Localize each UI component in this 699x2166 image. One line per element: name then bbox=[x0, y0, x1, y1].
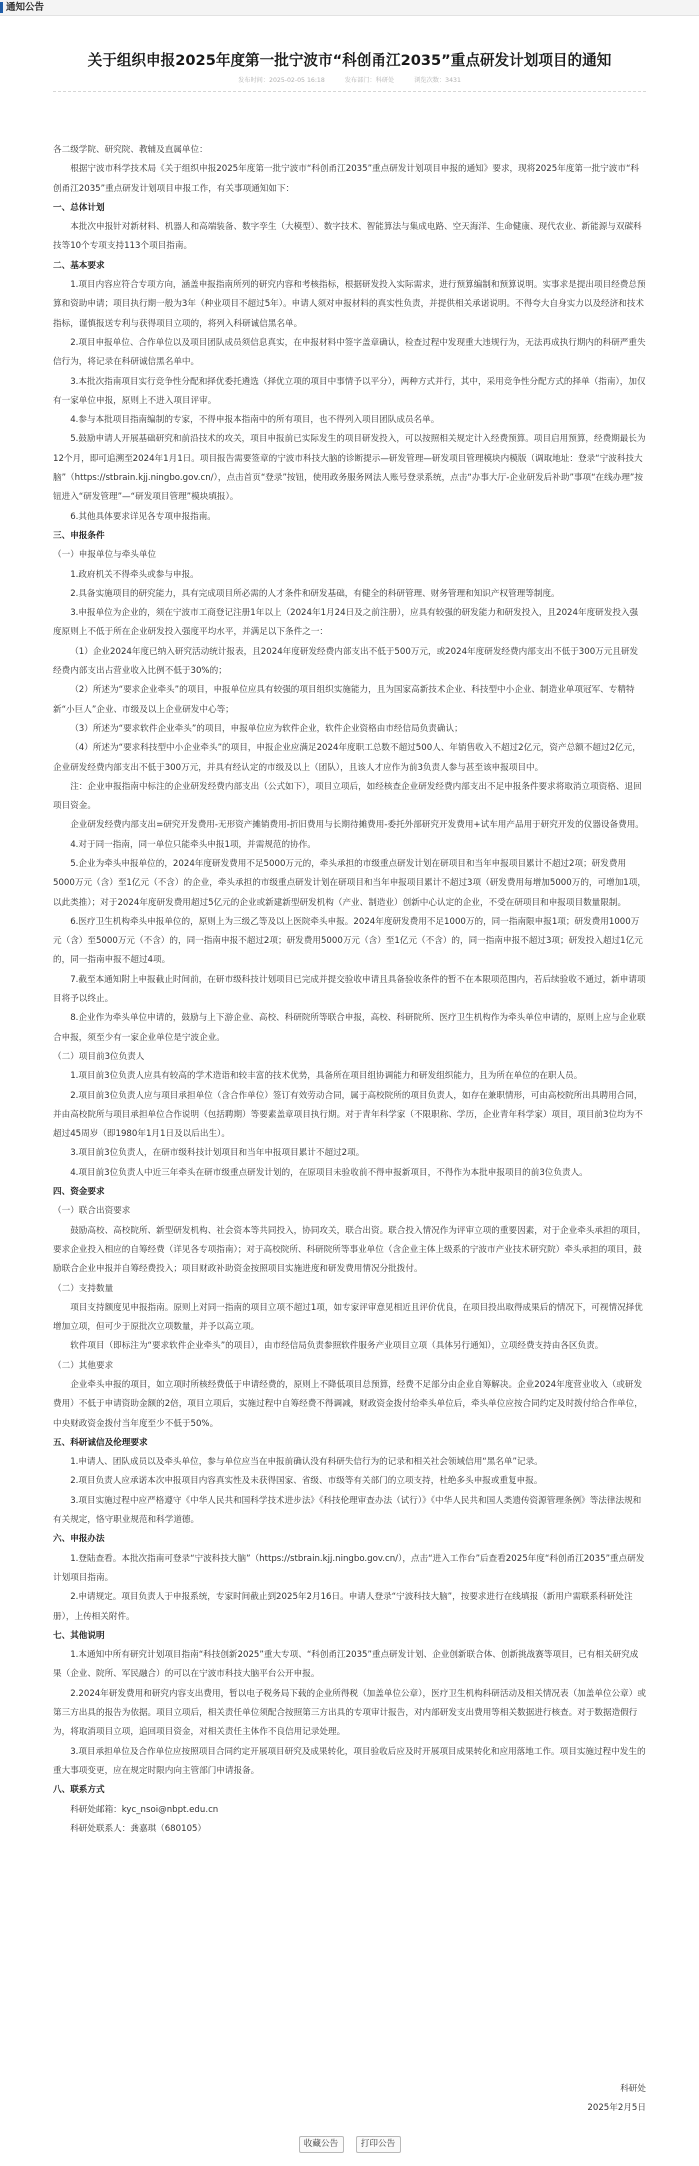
paragraph: 1.政府机关不得牵头或参与申报。 bbox=[70, 569, 199, 580]
paragraph: 6.其他具体要求详见各专项申报指南。 bbox=[70, 511, 216, 522]
paragraph: 项目支持额度见申报指南。原则上对同一指南的项目立项不超过1项，如专家评审意见相近且评价优良，在项目投出取得成果后的情况下，可视情况择优增加立项，但可少于原批次立项数量，并予以高立项。 bbox=[53, 1302, 643, 1333]
paragraph: 3.项目承担单位及合作单位应按照项目合同约定开展项目研究及成果转化，项目验收后应及时开展项目成果转化和应用落地工作。项目实施过程中发生的重大事项变更，应在规定时限内向主管部门申请报备。 bbox=[53, 1746, 646, 1776]
divider bbox=[53, 91, 646, 92]
paragraph: 4.对于同一指南，同一单位只能牵头申报1项，并需规范的协作。 bbox=[70, 839, 316, 850]
paragraph: 企业研发经费内部支出=研究开发费用-无形资产摊销费用-折旧费用与长期待摊费用-委托外部研究开发费用+试车用产品用于研究开发的仪器设备费用。 bbox=[70, 820, 644, 831]
section-heading: 八、联系方式 bbox=[53, 1785, 105, 1796]
paragraph: 2.项目负责人应承诺本次申报项目内容真实性及未获得国家、省级、市级等有关部门的立项支持，杜绝多头申报或重复申报。 bbox=[70, 1476, 543, 1487]
subsection-heading: （一）联合出资要求 bbox=[53, 1206, 131, 1217]
paragraph: 2.2024年研发费用和研究内容支出费用，暂以电子税务局下载的企业所得税（加盖单位公章），医疗卫生机构科研活动及相关情况表（加盖单位公章）或第三方出具的报告为依据。项目立项后，相关责任单位须配合按照第三方出具的专项审计报告，对内部研发支出费用等相关数据进行核查。对于数据造假行为，将取消项目立项，追回项目资金，对相关责任主体作不良信用记录处理。 bbox=[53, 1688, 646, 1738]
signature bbox=[53, 2080, 646, 2119]
paragraph: 3.项目实施过程中应严格遵守《中华人民共和国科学技术进步法》《科技伦理审查办法（试行）》《中华人民共和国人类遗传资源管理条例》等法律法规和有关规定，恪守职业规范和科学道德。 bbox=[53, 1495, 642, 1526]
view-count: 浏览次数：3431 bbox=[414, 77, 461, 84]
subsection-heading: （一）申报单位与牵头单位 bbox=[53, 550, 157, 561]
subsection-heading: （二）其他要求 bbox=[53, 1360, 114, 1371]
paragraph: 1.项目前3位负责人应具有较高的学术造诣和较丰富的技术优势，具备所在项目组协调能力和研发组织能力，且为所在单位的在职人员。 bbox=[70, 1071, 583, 1082]
paragraph: （3）所述为“要求软件企业牵头”的项目，申报单位应为软件企业，软件企业资格由市经信局负责确认； bbox=[70, 723, 463, 734]
section-heading: 七、其他说明 bbox=[53, 1630, 105, 1641]
tab-notice[interactable]: 通知公告 bbox=[6, 2, 45, 13]
section-heading: 六、申报办法 bbox=[53, 1534, 105, 1545]
favorite-button[interactable]: 收藏公告 bbox=[299, 2136, 344, 2153]
subsection-heading: （二）项目前3位负责人 bbox=[53, 1051, 145, 1062]
signature-dept: 科研处 bbox=[620, 2084, 646, 2094]
section-heading: 四、资金要求 bbox=[53, 1187, 105, 1198]
publish-date: 发布时间：2025-02-05 16:18 bbox=[238, 77, 325, 84]
paragraph: 2.申请规定。项目负责人于申报系统，专家时间截止到2025年2月16日。申请人登录“宁波科技大脑”，按要求进行在线填报（新用户需联系科研处注册），上传相关附件。 bbox=[53, 1592, 633, 1622]
paragraph: 7.截至本通知附上申报截止时间前，在研市级科技计划项目已完成并提交验收申请且具备验收条件的暂不在本限项范围内，若后续验收不通过，新申请项目将予以终止。 bbox=[53, 974, 646, 1005]
section-heading: 一、总体计划 bbox=[53, 202, 105, 213]
paragraph: 5.企业为牵头申报单位的，2024年度研发费用不足5000万元的，牵头承担的市级重点研发计划在研项目和当年申报项目累计不超过2项；研发费用5000万元（含）至1亿元（不含）的企业，牵头承担的市级重点研发计划在研项目和当年申报项目累计不超过3项（研发费用每增加5000万的，可增加1项，以此类推）；对于2024年度研发费用超过5亿元的企业或新建新型研发机构（产业、制造业）创新中心认定的企业，不受在研项目和申报项目数量限制。 bbox=[53, 858, 646, 908]
paragraph: 4.项目前3位负责人中近三年牵头在研市级重点研发计划的，在原项目未验收前不得申报新项目，不得作为本批申报项目的前3位负责人。 bbox=[70, 1167, 588, 1178]
section-heading: 三、申报条件 bbox=[53, 530, 105, 541]
publish-author: 发布部门：科研处 bbox=[344, 77, 395, 84]
paragraph: 3.申报单位为企业的，须在宁波市工商登记注册1年以上（2024年1月24日及之前注册），应具有较强的研发能力和研发投入，且2024年度研发投入强度原则上不低于所在企业研发投入强度平均水平，并满足以下条件之一： bbox=[53, 608, 639, 638]
paragraph: 1.本通知中所有研究计划项目指南“科技创新2025”重大专项、“科创甬江2035”重点研发计划、企业创新联合体、创新挑战赛等项目，已有相关研究成果（企业、院所、军民融合）的可以在宁波市科技大脑平台公开申报。 bbox=[53, 1650, 639, 1680]
paragraph: 根据宁波市科学技术局《关于组织申报2025年度第一批宁波市“科创甬江2035”重点研发计划项目申报的通知》要求，现将2025年度第一批宁波市“科创甬江2035”重点研发计划项目申报工作，有关事项通知如下： bbox=[53, 164, 640, 194]
paragraph: 1.项目内容应符合专项方向，涵盖申报指南所列的研究内容和考核指标，根据研发投入实际需求，进行预算编制和预算说明。实事求是提出项目经费总预算和资助申请；项目执行期一般为3年（种业项目不超过5年）。申请人须对申报材料的真实性负责，并提供相关承诺说明。不得夸大自身实力以及经济和技术指标，谨慎报送专利与获得项目立项的，将列入科研诚信黑名单。 bbox=[53, 280, 646, 329]
paragraph: 2.项目申报单位、合作单位以及项目团队成员须信息真实，在申报材料中签字盖章确认，检查过程中发现重大违规行为，无法再成执行期内的科研严重失信行为，将记录在科研诚信黑名单中。 bbox=[53, 337, 646, 368]
accent-marker bbox=[0, 2, 3, 13]
page-title: 关于组织申报2025年度第一批宁波市“科创甬江2035”重点研发计划项目的通知 bbox=[87, 52, 612, 69]
paragraph: 1.申请人、团队成员以及牵头单位，参与单位应当在申报前确认没有科研失信行为的记录和相关社会领域信用“黑名单”记录。 bbox=[70, 1457, 543, 1468]
paragraph: （1）企业2024年度已纳入研究活动统计报表，且2024年度研发经费内部支出不低于500万元，或2024年度研发经费内部支出不低于300万元且研发经费内部支出占营业收入比例不低于30%的； bbox=[53, 646, 639, 677]
paragraph: 4.参与本批项目指南编制的专家，不得申报本指南中的所有项目，也不得列入项目团队成员名单。 bbox=[70, 415, 440, 426]
paragraph: 科研处邮箱：kyc_nsoi@nbpt.edu.cn bbox=[70, 1804, 219, 1815]
paragraph: 科研处联系人：龚嘉琪（680105） bbox=[70, 1823, 207, 1834]
article-meta bbox=[0, 76, 699, 86]
paragraph: （2）所述为“要求企业牵头”的项目，申报单位应具有较强的项目组织实施能力，且为国家高新技术企业、科技型中小企业、制造业单项冠军、专精特新“小巨人”企业、市级及以上企业研发中心等； bbox=[53, 685, 635, 715]
signature-date: 2025年2月5日 bbox=[587, 2103, 646, 2114]
paragraph: 3.本批次指南项目实行竞争性分配和择优委托遴选（择优立项的项目中事情予以平分），两种方式并行，其中，采用竞争性分配方式的择单（指南），加仅有一家单位申报，原则上不进入项目评审。 bbox=[53, 376, 646, 406]
paragraph: 5.鼓励申请人开展基础研究和前沿技术的攻关，项目申报前已实际发生的项目研发投入，可以按照相关规定计入经费预算。项目启用预算，经费期最长为12个月，即可追溯至2024年1月1日。项目报告需要签章的宁波市科技大脑的诊断提示—研发管理—研发项目管理模块内模版（调取地址：登录“宁波科技大脑”（https://stbrain.kjj.ningbo.gov.cn/），点击首页“登录”按钮，使用政务服务网法人账号登录系统，点击“办事大厅-企业研发后补助”事项“在线办理”按钮进入“研发管理”—“研发项目管理”模块填报）。 bbox=[53, 434, 646, 503]
salutation: 各二级学院、研究院、教辅及直属单位： bbox=[53, 145, 208, 155]
paragraph: 6.医疗卫生机构牵头申报单位的，原则上为三级乙等及以上医院牵头申报。2024年度研发费用不足1000万的，同一指南限申报1项；研发费用1000万元（含）至5000万元（不含）的，同一指南申报不超过2项；研发费用5000万元（含）至1亿元（不含）的，同一指南申报不超过3项；研发投入超过1亿元的，同一指南申报不超过4项。 bbox=[53, 916, 643, 966]
paragraph: 鼓励高校、高校院所、新型研发机构、社会资本等共同投入，协同攻关，联合出资。联合投入情况作为评审立项的重要因素，对于企业牵头承担的项目，要求企业投入相应的自筹经费（详见各专项指南）；对于高校院所、科研院所等事业单位（含企业主体上级系的宁波市产业技术研究院）牵头承担的项目，鼓励联合企业申报并自筹经费投入；项目财政补助资金按照项目实施进度和研发费用情况分批拨付。 bbox=[53, 1225, 646, 1275]
paragraph: 8.企业作为牵头单位申请的，鼓励与上下游企业、高校、科研院所等联合申报，高校、科研院所、医疗卫生机构作为牵头单位申请的，原则上应与企业联合申报，须至少有一家企业单位是宁波企业。 bbox=[53, 1013, 646, 1043]
article-body bbox=[53, 141, 646, 1839]
paragraph: 1.登陆查看。本批次指南可登录“宁波科技大脑”（https://stbrain.kjj.ningbo.gov.cn/），点击“进入工作台”后查看2025年度“科创甬江2035”重点研发计划项目指南。 bbox=[53, 1553, 645, 1583]
paragraph: 2.具备实施项目的研究能力，具有完成项目所必需的人才条件和研发基础，有健全的科研管理、财务管理和知识产权管理等制度。 bbox=[70, 588, 560, 599]
paragraph: 3.项目前3位负责人，在研市级科技计划项目和当年申报项目累计不超过2项。 bbox=[70, 1148, 365, 1159]
print-button[interactable]: 打印公告 bbox=[356, 2136, 401, 2153]
section-heading: 二、基本要求 bbox=[53, 260, 105, 271]
action-bar bbox=[0, 2136, 699, 2155]
paragraph: 软件项目（即标注为“要求软件企业牵头”的项目），由市经信局负责参照软件服务产业项目立项（具体另行通知），立项经费支持由各区负责。 bbox=[70, 1341, 604, 1352]
top-bar bbox=[0, 0, 699, 16]
paragraph: 2.项目前3位负责人应与项目承担单位（含合作单位）签订有效劳动合同，属于高校院所的项目负责人，如存在兼职情形，可由高校院所出具聘用合同，并由高校院所与项目承担单位合作说明（包括聘期）等要素盖章项目执行期。对于青年科学家（不限职称、学历，企业青年科学家）项目，项目前3位均为不超过45周岁（即1980年1月1日及以后出生）。 bbox=[53, 1090, 643, 1140]
paragraph: 本批次申报针对新材料、机器人和高端装备、数字孪生（大模型）、数字技术、智能算法与集成电路、空天海洋、生命健康、现代农业、新能源与双碳科技等10个专项支持113个项目指南。 bbox=[53, 222, 642, 252]
paragraph: 企业牵头申报的项目，如立项时所核经费低于申请经费的，原则上不降低项目总预算，经费不足部分由企业自筹解决。企业2024年度营业收入（或研发费用）不低于申请资助金额的2倍，项目立项后，实施过程中自筹经费不得调减，财政资金拨付给牵头单位后，牵头单位应按合同约定及时拨付给合作单位，中央财政资金拨付当年度至少不低于50%。 bbox=[53, 1380, 643, 1429]
subsection-heading: （二）支持数量 bbox=[53, 1283, 114, 1294]
paragraph: 注：企业申报指南中标注的企业研发经费内部支出（公式如下），项目立项后，如经核查企业研发经费内部支出不足申报条件要求将取消立项资格、退回项目资金。 bbox=[53, 781, 642, 812]
paragraph: （4）所述为“要求科技型中小企业牵头”的项目，申报企业应满足2024年度职工总数不超过500人、年销售收入不超过2亿元，资产总额不超过2亿元，企业研发经费内部支出不低于300万元，并具有经认定的市级及以上（团队），且该人才应作为前3负责人参与甚至该申报项目中。 bbox=[53, 743, 641, 773]
section-heading: 五、科研诚信及伦理要求 bbox=[53, 1437, 148, 1448]
